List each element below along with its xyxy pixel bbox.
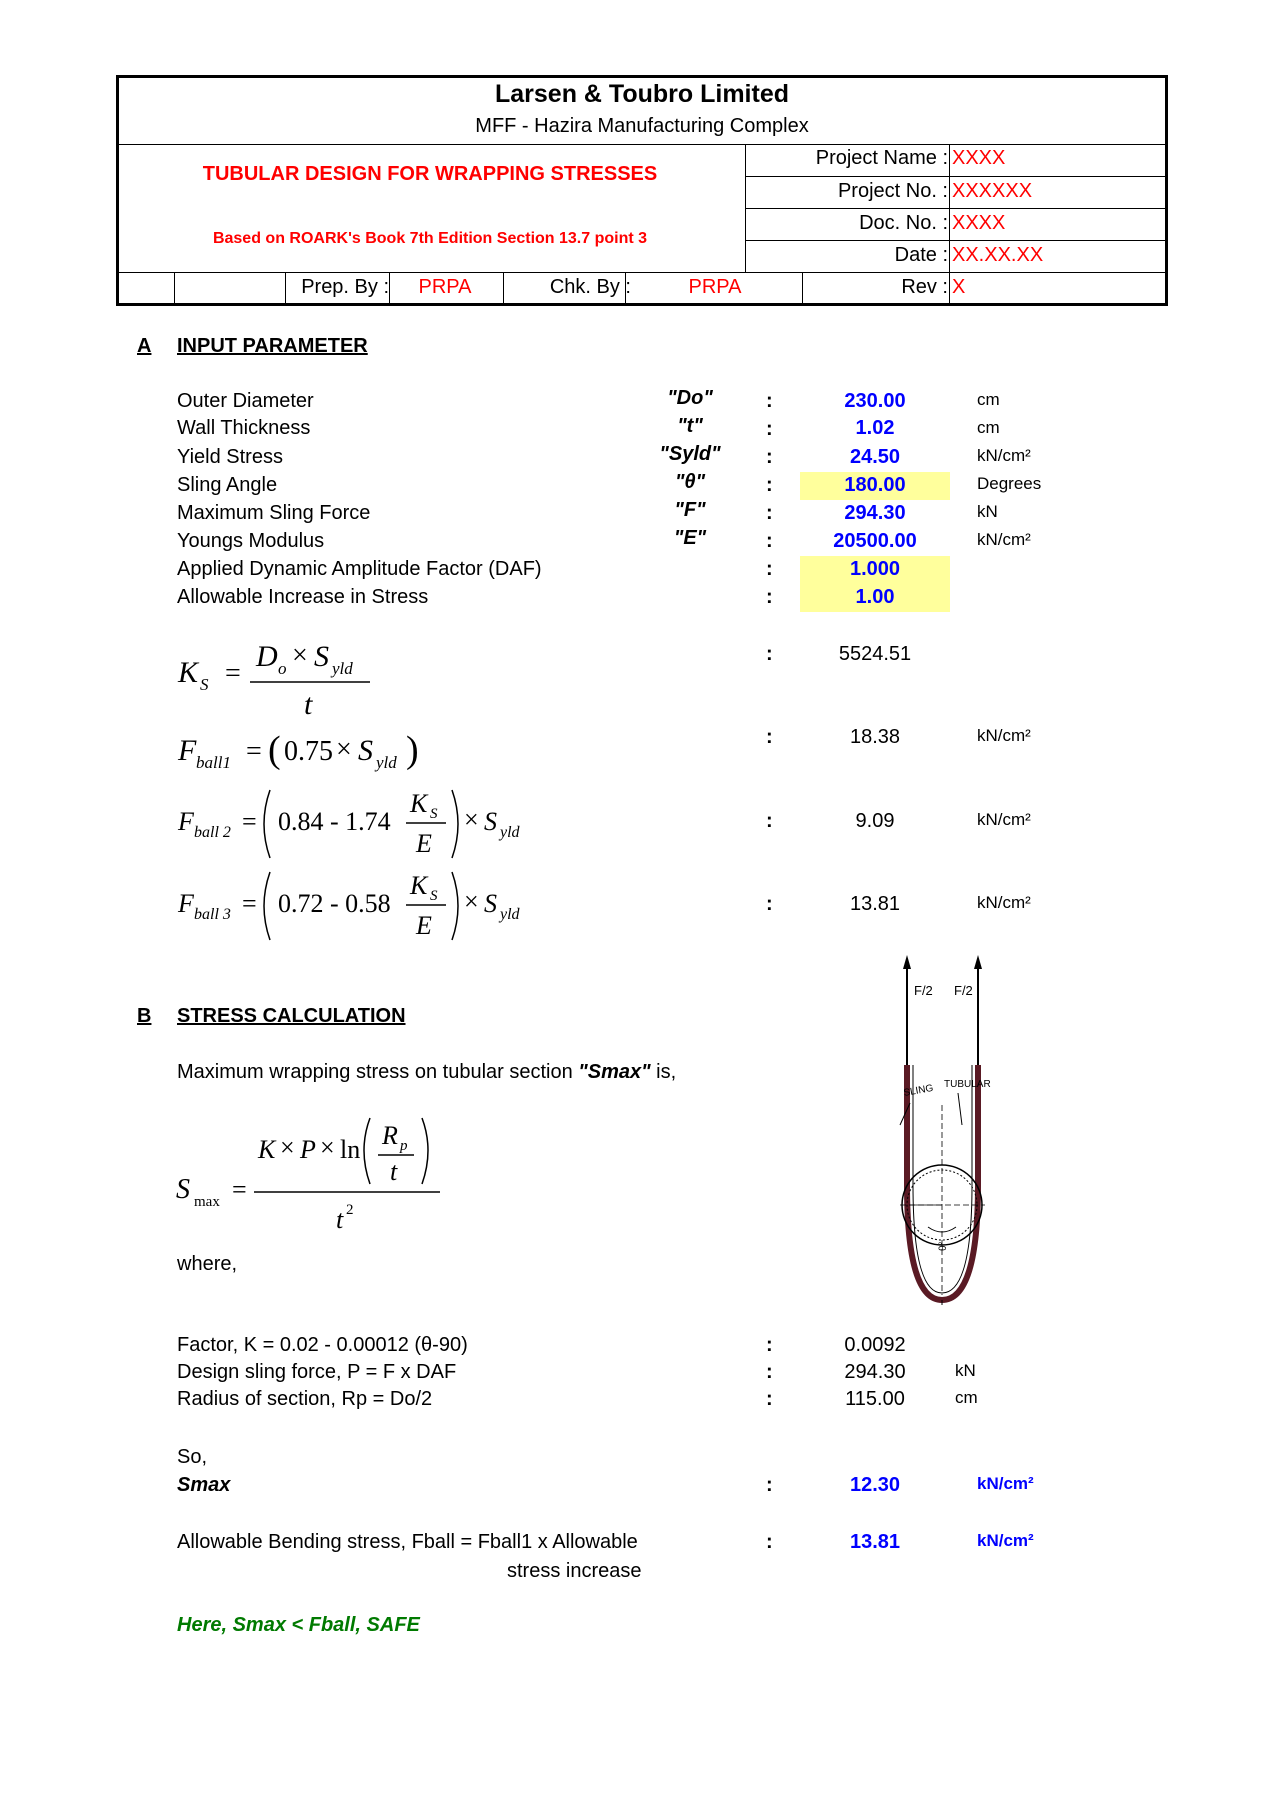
- project-no-label: Project No. :: [837, 180, 948, 202]
- svg-text:0.72 - 0.58: 0.72 - 0.58: [278, 889, 391, 918]
- svg-text:K: K: [410, 871, 428, 900]
- section-b-title: STRESS CALCULATION: [177, 1005, 406, 1027]
- where-label: where,: [177, 1253, 238, 1275]
- fball3-unit: kN/cm²: [977, 893, 1031, 912]
- fball1-value: 18.38: [849, 726, 901, 748]
- smax-value: 12.30: [849, 1474, 901, 1496]
- project-name-label: Project Name :: [815, 147, 948, 169]
- doc-no-value: XXXX: [952, 212, 1006, 234]
- calc-unit: cm: [955, 1388, 978, 1407]
- input-value[interactable]: 230.00: [844, 390, 906, 412]
- divider: [174, 272, 175, 306]
- chk-value: PRPA: [688, 276, 742, 298]
- svg-text:t: t: [304, 688, 313, 721]
- colon: :: [766, 530, 773, 552]
- chk-label: Chk. By :: [549, 276, 631, 298]
- input-label: Outer Diameter: [177, 390, 314, 412]
- smax-intro: [177, 1061, 676, 1084]
- svg-text:K: K: [178, 656, 199, 689]
- divider: [745, 240, 1165, 241]
- divider: [745, 208, 1165, 209]
- svg-text:t: t: [390, 1157, 398, 1186]
- fball1-unit: kN/cm²: [977, 726, 1031, 745]
- svg-text:yld: yld: [332, 659, 353, 678]
- svg-text:S: S: [200, 675, 209, 694]
- input-value[interactable]: 24.50: [849, 446, 901, 468]
- svg-text:ball1: ball1: [196, 753, 231, 772]
- input-symbol: "E": [673, 527, 707, 549]
- formula-fball2: [170, 780, 540, 870]
- tubular-label: TUBULAR: [944, 1079, 991, 1090]
- date-value: XX.XX.XX: [952, 244, 1044, 266]
- theta-label: θ°: [938, 1241, 949, 1251]
- svg-text:S: S: [314, 640, 329, 673]
- fball-value: 13.81: [849, 1531, 901, 1553]
- fball-unit: kN/cm²: [977, 1531, 1034, 1550]
- sling-label: SLING: [902, 1082, 935, 1099]
- ks-value: 5524.51: [838, 643, 912, 665]
- fball3-value: 13.81: [849, 893, 901, 915]
- svg-text:×: ×: [464, 887, 479, 916]
- input-unit: Degrees: [977, 474, 1042, 493]
- colon: :: [766, 893, 773, 915]
- svg-text:×: ×: [464, 805, 479, 834]
- svg-text:(: (: [268, 729, 281, 771]
- svg-text:ball 3: ball 3: [194, 906, 231, 923]
- svg-text:max: max: [194, 1194, 220, 1210]
- colon: :: [766, 1531, 773, 1553]
- input-value[interactable]: 1.02: [855, 417, 895, 439]
- input-label: Applied Dynamic Amplitude Factor (DAF): [177, 558, 542, 580]
- svg-text:ball 2: ball 2: [194, 824, 231, 841]
- svg-text:0.75: 0.75: [284, 736, 333, 767]
- smax-label: Smax: [177, 1474, 231, 1496]
- input-symbol: "θ": [674, 471, 706, 493]
- input-label: Youngs Modulus: [177, 530, 325, 552]
- svg-text:S: S: [430, 806, 438, 822]
- colon: :: [766, 418, 773, 440]
- divider: [119, 272, 1165, 273]
- colon: :: [766, 558, 773, 580]
- formula-smax: [170, 1110, 470, 1240]
- smax-unit: kN/cm²: [977, 1474, 1034, 1493]
- doc-basis: Based on ROARK's Book 7th Edition Section 13.7 point 3: [212, 230, 648, 247]
- fball-label: Allowable Bending stress, Fball = Fball1 x Allowable: [177, 1531, 638, 1553]
- colon: :: [766, 586, 773, 608]
- colon: :: [766, 810, 773, 832]
- svg-text:×: ×: [280, 1133, 295, 1162]
- svg-text:×: ×: [320, 1133, 335, 1162]
- svg-text:F: F: [178, 889, 194, 918]
- input-symbol: "t": [677, 415, 703, 437]
- project-no-value: XXXXXX: [952, 180, 1033, 202]
- calc-label: Factor, K = 0.02 - 0.00012 (θ-90): [177, 1334, 468, 1356]
- formula-fball3: [170, 862, 540, 952]
- input-value[interactable]: 20500.00: [833, 530, 917, 552]
- svg-text:p: p: [400, 1138, 408, 1154]
- rev-value: X: [952, 276, 966, 298]
- intro-symbol: "Smax": [578, 1061, 651, 1083]
- fball-label-cont: stress increase: [507, 1560, 642, 1582]
- input-label: Maximum Sling Force: [177, 502, 371, 524]
- divider: [745, 176, 1165, 177]
- colon: :: [766, 726, 773, 748]
- input-label: Yield Stress: [177, 446, 283, 468]
- section-b-letter: B: [137, 1005, 152, 1027]
- doc-no-label: Doc. No. :: [859, 212, 948, 234]
- prep-value: PRPA: [418, 276, 472, 298]
- arrow-up-icon: [974, 955, 982, 969]
- svg-text:S: S: [176, 1174, 190, 1205]
- colon: :: [766, 502, 773, 524]
- svg-text:=: =: [242, 889, 257, 918]
- f2-left-label: F/2: [914, 983, 933, 998]
- conclusion: Here, Smax < Fball, SAFE: [177, 1614, 420, 1636]
- fball2-value: 9.09: [855, 810, 895, 832]
- input-symbol: "F": [674, 499, 706, 521]
- colon: :: [766, 474, 773, 496]
- calc-value: 294.30: [844, 1361, 906, 1383]
- input-value[interactable]: 1.000: [849, 558, 901, 580]
- colon: :: [766, 1334, 773, 1356]
- prep-label: Prep. By :: [301, 276, 389, 298]
- input-value[interactable]: 180.00: [844, 474, 906, 496]
- colon: :: [766, 1361, 773, 1383]
- svg-text:2: 2: [346, 1202, 354, 1218]
- calc-value: 115.00: [845, 1388, 905, 1410]
- input-value[interactable]: 294.30: [844, 502, 906, 524]
- svg-text:F: F: [178, 734, 197, 767]
- colon: :: [766, 1474, 773, 1496]
- svg-text:S: S: [358, 734, 373, 767]
- input-unit: cm: [977, 418, 1000, 437]
- svg-text:o: o: [278, 659, 287, 678]
- input-unit: kN: [977, 502, 998, 521]
- input-label: Allowable Increase in Stress: [177, 586, 429, 608]
- formula-fball1: [170, 722, 450, 782]
- arrow-up-icon: [903, 955, 911, 969]
- svg-text:yld: yld: [500, 824, 520, 841]
- project-name-value: XXXX: [952, 147, 1006, 169]
- svg-text:yld: yld: [376, 753, 397, 772]
- input-unit: kN/cm²: [977, 530, 1031, 549]
- intro-text: Maximum wrapping stress on tubular section: [177, 1061, 579, 1083]
- svg-text:t: t: [336, 1205, 344, 1234]
- svg-text:P: P: [300, 1135, 316, 1164]
- fball2-unit: kN/cm²: [977, 810, 1031, 829]
- input-label: Sling Angle: [177, 474, 278, 496]
- input-unit: cm: [977, 390, 1000, 409]
- svg-text:0.84 - 1.74: 0.84 - 1.74: [278, 807, 391, 836]
- colon: :: [766, 643, 773, 665]
- svg-text:=: =: [242, 807, 257, 836]
- section-a-letter: A: [137, 335, 152, 357]
- calc-value: 0.0092: [844, 1334, 906, 1356]
- section-a-title: INPUT PARAMETER: [177, 335, 368, 357]
- divider: [503, 272, 504, 306]
- doc-title: TUBULAR DESIGN FOR WRAPPING STRESSES: [202, 163, 658, 185]
- calc-unit: kN: [955, 1361, 976, 1380]
- intro-suffix: is,: [650, 1061, 677, 1083]
- colon: :: [766, 1388, 773, 1410]
- svg-text:K: K: [410, 789, 428, 818]
- svg-text:): ): [406, 729, 419, 771]
- svg-text:F: F: [178, 807, 194, 836]
- svg-text:D: D: [256, 640, 278, 673]
- f2-right-label: F/2: [954, 983, 973, 998]
- svg-text:R: R: [382, 1121, 398, 1150]
- so-label: So,: [177, 1446, 208, 1468]
- input-label: Wall Thickness: [177, 417, 311, 439]
- svg-text:×: ×: [336, 734, 352, 765]
- svg-text:×: ×: [292, 640, 308, 671]
- svg-text:=: =: [246, 736, 262, 767]
- input-symbol: "Do": [667, 387, 713, 409]
- svg-text:E: E: [416, 829, 432, 858]
- calc-label: Radius of section, Rp = Do/2: [177, 1388, 433, 1410]
- svg-text:=: =: [225, 658, 241, 689]
- svg-text:S: S: [484, 889, 497, 918]
- divider: [119, 144, 1165, 145]
- company-name: Larsen & Toubro Limited: [495, 80, 789, 108]
- colon: :: [766, 390, 773, 412]
- formula-ks: [170, 630, 400, 730]
- date-label: Date :: [894, 244, 948, 266]
- svg-text:E: E: [416, 911, 432, 940]
- input-symbol: "Syld": [659, 443, 721, 465]
- svg-text:K: K: [258, 1135, 276, 1164]
- rev-label: Rev :: [901, 276, 948, 298]
- input-unit: kN/cm²: [977, 446, 1031, 465]
- input-value[interactable]: 1.00: [855, 586, 895, 608]
- company-subtitle: MFF - Hazira Manufacturing Complex: [475, 115, 809, 137]
- sling-tubular-diagram: [880, 955, 1080, 1305]
- svg-text:yld: yld: [500, 906, 520, 923]
- colon: :: [766, 446, 773, 468]
- calc-label: Design sling force, P = F x DAF: [177, 1361, 457, 1383]
- divider: [949, 144, 950, 306]
- svg-text:ln: ln: [340, 1135, 361, 1164]
- svg-text:=: =: [232, 1175, 247, 1204]
- svg-text:S: S: [430, 888, 438, 904]
- svg-text:S: S: [484, 807, 497, 836]
